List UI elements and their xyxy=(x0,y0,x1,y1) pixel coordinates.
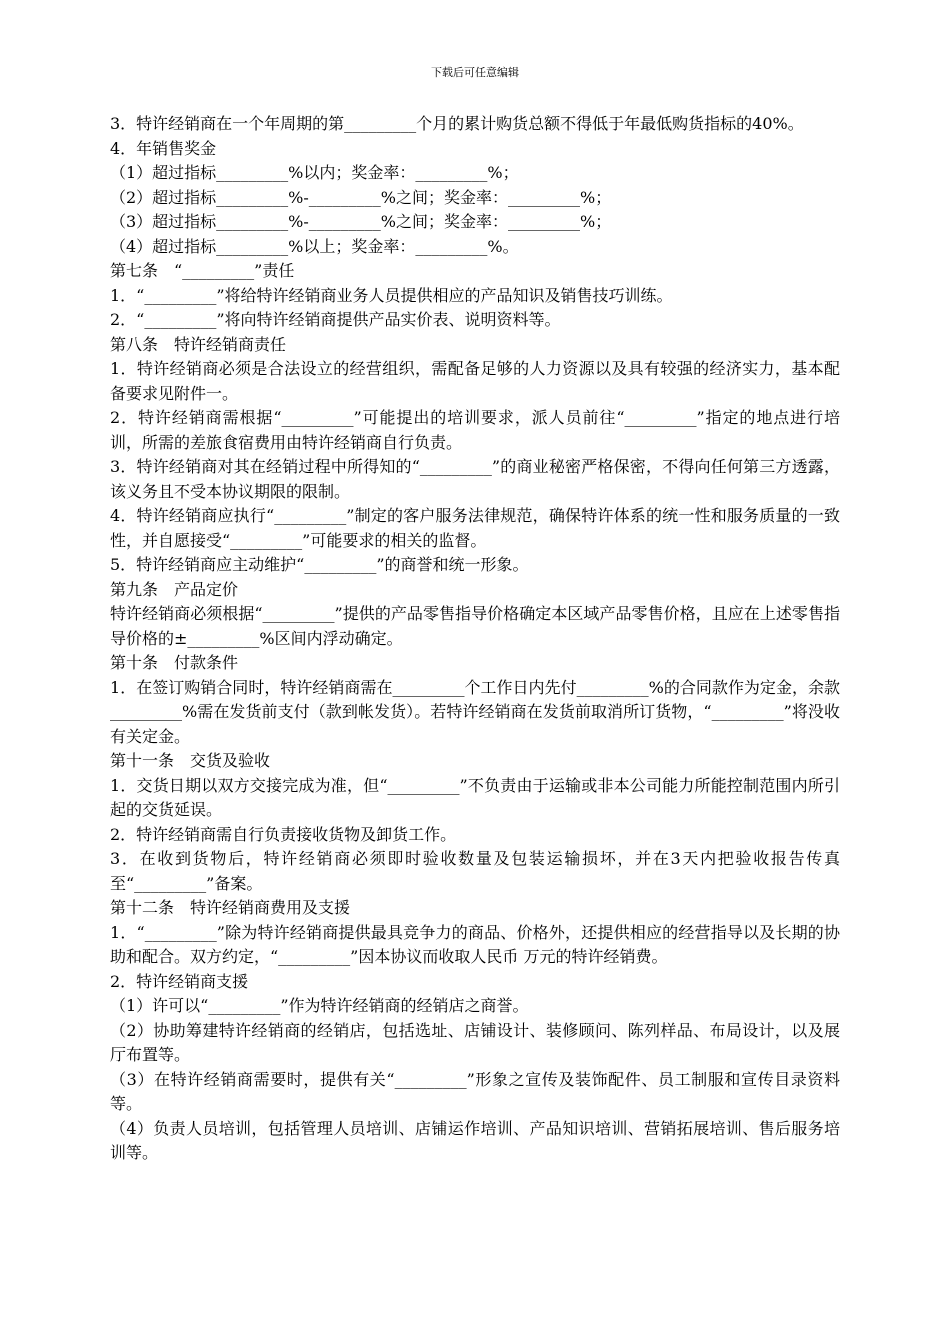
clause-line: 1．“_________”除为特许经销商提供最具竞争力的商品、价格外，还提供相应的经营指导以及长期的协助和配合。双方约定，“_________”因本协议而收取人民币 万元的特许经销费。 xyxy=(110,922,840,966)
clause-line: 3．特许经销商对其在经销过程中所得知的“_________”的商业秘密严格保密，不得向任何第三方透露，该义务且不受本协议期限的限制。 xyxy=(110,457,840,501)
bonus-item: （1）超过指标_________%以内；奖金率：_________%； xyxy=(110,163,519,182)
clause-line: 2．“_________”将向特许经销商提供产品实价表、说明资料等。 xyxy=(110,310,561,329)
clause-line: 1．“_________”将给特许经销商业务人员提供相应的产品知识及销售技巧训练。 xyxy=(110,285,673,305)
clause-line: 1．特许经销商必须是合法设立的经营组织，需配备足够的人力资源以及具有较强的经济实力，基本配备要求见附件一。 xyxy=(110,359,840,403)
page-header: 下载后可任意编辑 xyxy=(431,66,519,79)
bonus-item: （4）超过指标_________%以上；奖金率：_________%。 xyxy=(110,236,519,256)
clause-line: 3．特许经销商在一个年周期的第_________个月的累计购货总额不得低于年最低购货指标的40%。 xyxy=(110,114,804,133)
article-heading: 第十一条 交货及验收 xyxy=(110,751,271,770)
article-heading: 第十条 付款条件 xyxy=(110,653,239,672)
article-heading: 第七条 “_________”责任 xyxy=(110,261,295,280)
bonus-item: （2）超过指标_________%-_________%之间；奖金率：_________%； xyxy=(110,187,612,207)
support-item: （1）许可以“_________”作为特许经销商的经销店之商誉。 xyxy=(110,996,529,1015)
support-item: （4）负责人员培训，包括管理人员培训、店铺运作培训、产品知识培训、营销拓展培训、售后服务培训等。 xyxy=(110,1118,840,1162)
clause-line: 2．特许经销商需根据“_________”可能提出的培训要求，派人员前往“_________”指定的地点进行培训，所需的差旅食宿费用由特许经销商自行负责。 xyxy=(110,408,840,452)
article-heading: 第九条 产品定价 xyxy=(110,579,239,599)
clause-line: 4．特许经销商应执行“_________”制定的客户服务法律规范，确保特许体系的统一性和服务质量的一致性，并自愿接受“_________”可能要求的相关的监督。 xyxy=(110,506,840,550)
clause-heading: 4．年销售奖金 xyxy=(110,138,217,158)
article-heading: 第十二条 特许经销商费用及支援 xyxy=(110,898,351,917)
document-body xyxy=(110,112,840,1166)
clause-heading: 2．特许经销商支援 xyxy=(110,971,249,991)
clause-line: 1．交货日期以双方交接完成为准，但“_________”不负责由于运输或非本公司能力所能控制范围内所引起的交货延误。 xyxy=(110,775,840,819)
bonus-item: （3）超过指标_________%-_________%之间；奖金率：_________%； xyxy=(110,212,612,231)
clause-line: 2．特许经销商需自行负责接收货物及卸货工作。 xyxy=(110,824,457,844)
support-item: （2）协助筹建特许经销商的经销店，包括选址、店铺设计、装修顾问、陈列样品、布局设计，以及展厅布置等。 xyxy=(110,1020,840,1064)
support-item: （3）在特许经销商需要时，提供有关“_________”形象之宣传及装饰配件、员工制服和宣传目录资料等。 xyxy=(110,1069,840,1113)
article-heading: 第八条 特许经销商责任 xyxy=(110,334,287,354)
clause-line: 3．在收到货物后，特许经销商必须即时验收数量及包装运输损坏，并在3天内把验收报告传真至“_________”备案。 xyxy=(110,849,840,893)
clause-line: 5．特许经销商应主动维护“_________”的商誉和统一形象。 xyxy=(110,555,529,574)
clause-line: 1．在签订购销合同时，特许经销商需在_________个工作日内先付_________%的合同款作为定金，余款_________%需在发货前支付（款到帐发货）。若特许经销商在发货前取消所订货物，“_________”将没收有关定金。 xyxy=(110,677,840,746)
clause-line: 特许经销商必须根据“_________”提供的产品零售指导价格确定本区域产品零售价格，且应在上述零售指导价格的±_________%区间内浮动确定。 xyxy=(110,604,840,648)
